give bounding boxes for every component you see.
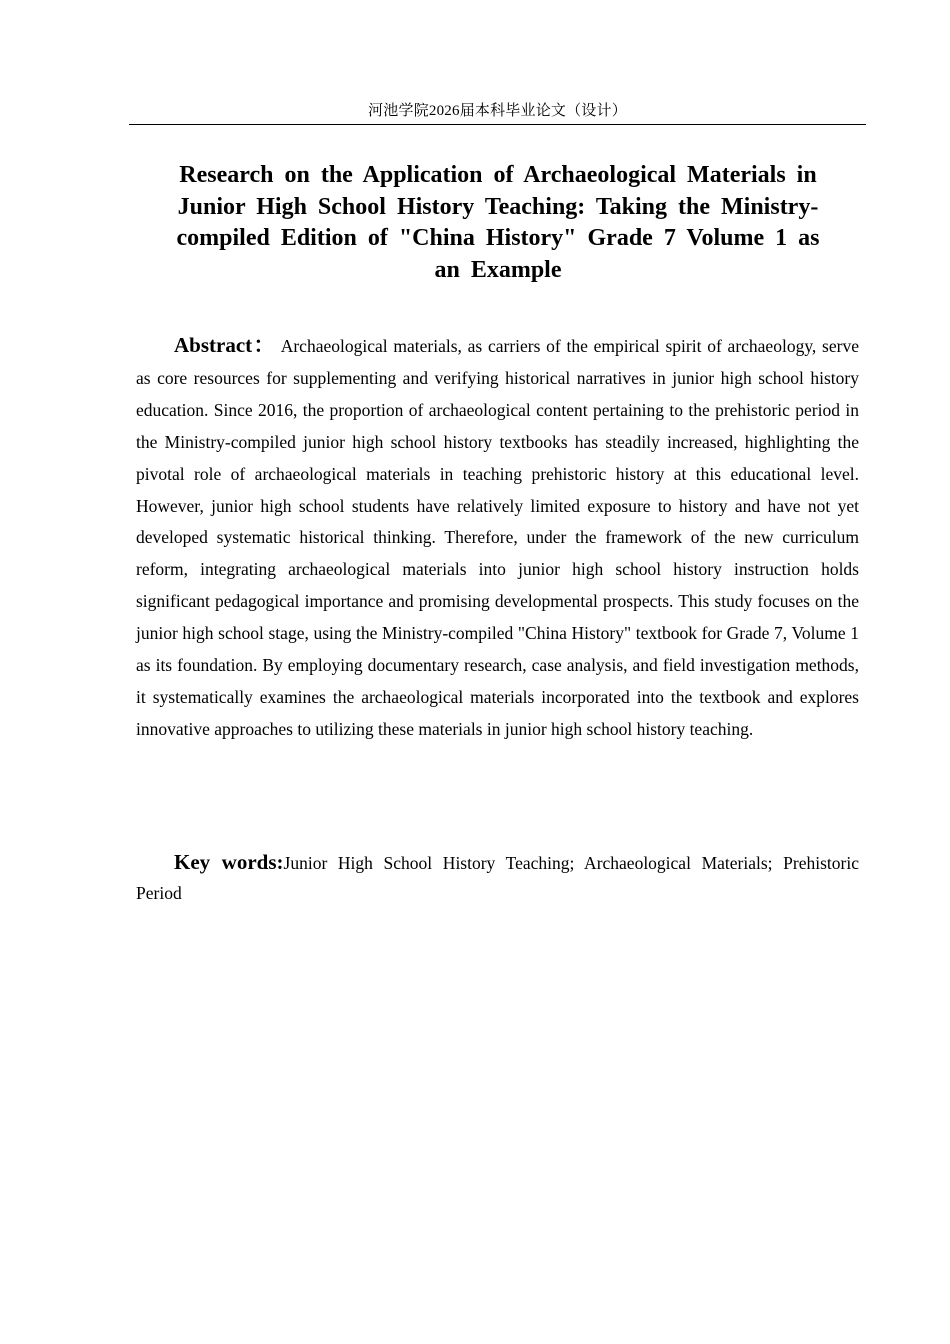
abstract-text: Archaeological materials, as carriers of the empirical spirit of archaeology, serve as core resources for supplementing and verifying historical narratives in junior high school history education. Since 2016, the proportion of archaeological content pertaining to the prehistoric period in the Ministry-compiled junior high school history textbooks has steadily increased, highlighting the pivotal role of archaeological materials in teaching prehistoric history at this educational level. However, junior high school students have relatively limited exposure to history and have not yet developed systematic historical thinking. Therefore, under the framework of the new curriculum reform, integrating archaeological materials into junior high school history instruction holds significant pedagogical importance and promising developmental prospects. This study focuses on the junior high school stage, using the Ministry-compiled "China History" textbook for Grade 7, Volume 1 as its foundation. By employing documentary research, case analysis, and field investigation methods, it systematically examines the archaeological materials incorporated into the textbook and explores innovative approaches to utilizing these materials in junior high school history teaching. [136,336,859,739]
header-rule [129,124,866,125]
abstract-label: Abstract： [174,333,276,357]
keywords-paragraph [136,848,859,908]
page-header: 河池学院2026届本科毕业论文（设计） [368,103,627,119]
keywords-text: Junior High School History Teaching; Archaeological Materials; Prehistoric Period [136,853,859,903]
paper-title: Research on the Application of Archaeological Materials in Junior High School History Teaching: Taking the Ministry-compiled Edition of "China History" Grade 7 Volume 1 as an Example [176,162,820,284]
keywords-label: Key words: [174,850,284,874]
abstract-paragraph [136,330,859,746]
